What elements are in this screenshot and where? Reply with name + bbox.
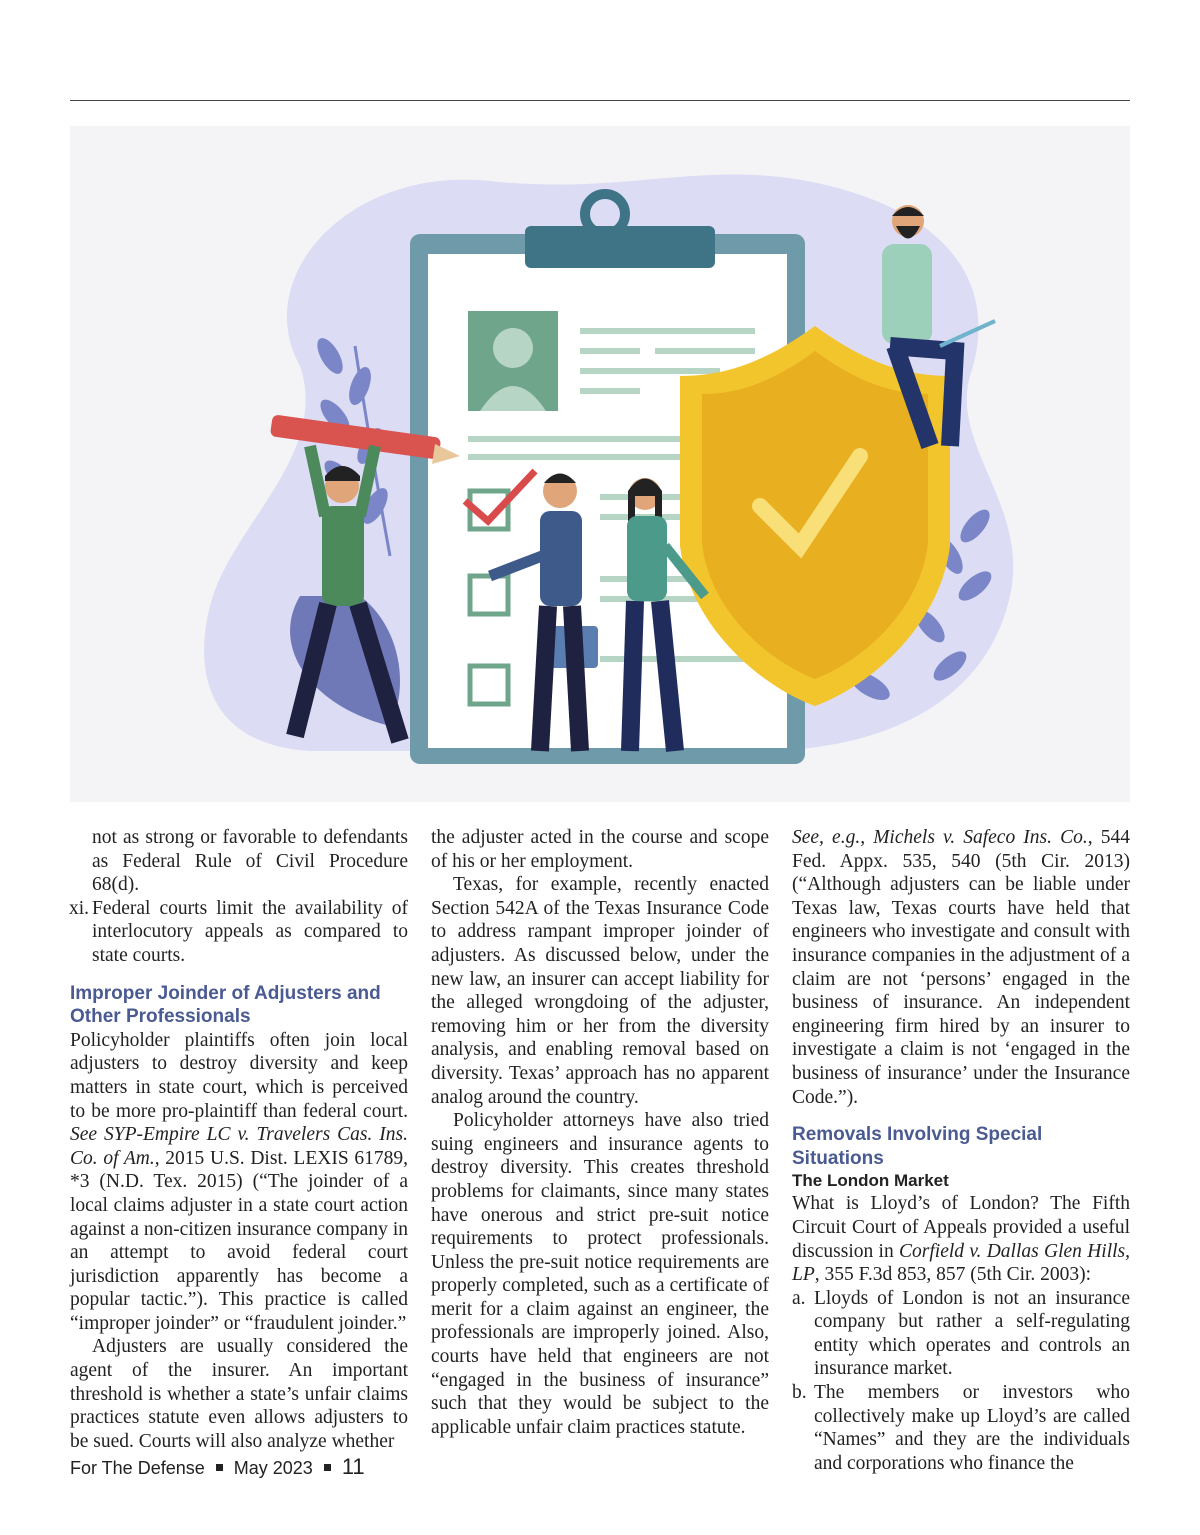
page-footer	[70, 1454, 365, 1480]
list-item-a	[792, 1287, 1130, 1381]
column-3	[792, 826, 1130, 1475]
publication-name: For The Defense	[70, 1458, 205, 1478]
case-citation: See, e.g., Michels v. Safeco Ins. Co.	[792, 827, 1088, 848]
paragraph-continued: See, e.g., Michels v. Safeco Ins. Co., 544 Fed. Appx. 535, 540 (5th Cir. 2013) (“Although adjusters can be liable under Texas law, Texas courts have held that engineers who investigate and consult with insurance companies in the adjustment of a claim are not ‘persons’ engaged in the business of insurance. An independent engineering firm hired by an insurer to investigate a claim is not ‘engaged in the business of insurance’ under the Insurance Code.”).	[792, 827, 1131, 1108]
list-item-b	[792, 1381, 1130, 1475]
column-1	[70, 826, 408, 1453]
list-marker: a.	[792, 1287, 806, 1309]
paragraph: Policyholder attorneys have also tried suing engineers and insurance agents to destroy diversity. This creates threshold problems for claimants, since many states have onerous and strict pre-suit notice requirements to protect professionals. Unless the pre-suit notice requirements are properly completed, such as a certificate of merit for a claim against an engineer, the professionals are improperly joined. Also, courts have held that engineers are not “engaged in the business of insurance” such that they would be subject to the applicable unfair claim practices statute.	[431, 1110, 769, 1438]
issue-date: May 2023	[233, 1458, 313, 1478]
list-marker: b.	[792, 1382, 807, 1404]
list-marker: xi.	[69, 897, 90, 919]
header-rule	[70, 100, 1130, 101]
insurance-illustration	[70, 126, 1130, 802]
case-citation: See SYP-Empire LC v. Travelers Cas. Ins. Co. of Am.	[70, 1124, 408, 1169]
section-heading: Improper Joinder of Adjusters and Other Professionals	[70, 982, 381, 1028]
page-number: 11	[341, 1454, 365, 1479]
case-citation: Corfield v. Dallas Glen Hills, LP	[792, 1240, 1130, 1286]
list-item-xi	[70, 897, 408, 968]
paragraph: Texas, for example, recently enacted Section 542A of the Texas Insurance Code to address rampant improper joinder of adjusters. As discussed below, under the new law, an insurer can accept liability for the alleged wrongdoing of the adjuster, removing him or her from the diversity analysis, and enabling removal based on diversity. Texas’ approach has no apparent analog around the country.	[431, 874, 769, 1108]
paragraph-continued: the adjuster acted in the course and scope of his or her employment.	[431, 827, 769, 872]
list-item-text: The members or investors who collectively make up Lloyd’s are called “Names” and they are the individuals and corporations who finance the	[814, 1382, 1130, 1474]
separator-square-icon	[324, 1464, 331, 1471]
separator-square-icon	[216, 1464, 223, 1471]
paragraph: Policyholder plaintiffs often join local adjusters to destroy diversity and keep matters in state court, which is perceived to be more pro-plaintiff than federal court. See SYP-Empire LC v. Travelers Cas. Ins. Co. of Am., 2015 U.S. Dist. LEXIS 61789, *3 (N.D. Tex. 2015) (“The joinder of a local claims adjuster in a state court action against a non-citizen insurance company in an attempt to avoid federal court jurisdiction apparently has become a popular tactic.”). This practice is called “improper joinder” or “fraudulent joinder.”	[70, 1029, 408, 1334]
section-heading: Removals Involving Special Situations	[792, 1124, 1043, 1169]
subsection-heading: The London Market	[792, 1171, 949, 1191]
paragraph: Adjusters are usually considered the agent of the insurer. An important threshold is whether a state’s unfair claims practices statute even allows adjusters to be sued. Courts will also analyze whether	[70, 1336, 408, 1452]
list-item-text: Lloyds of London is not an insurance company but rather a self-regulating entity which operates and controls an insurance market.	[814, 1287, 1130, 1380]
paragraph-continued: not as strong or favorable to defendants as Federal Rule of Civil Procedure 68(d).	[92, 827, 408, 896]
list-item-text: Federal courts limit the availability of interlocutory appeals as compared to state courts.	[92, 897, 408, 966]
column-2	[431, 826, 769, 1439]
paragraph: What is Lloyd’s of London? The Fifth Circuit Court of Appeals provided a useful discussion in Corfield v. Dallas Glen Hills, LP, 355 F.3d 853, 857 (5th Cir. 2003):	[792, 1193, 1130, 1286]
